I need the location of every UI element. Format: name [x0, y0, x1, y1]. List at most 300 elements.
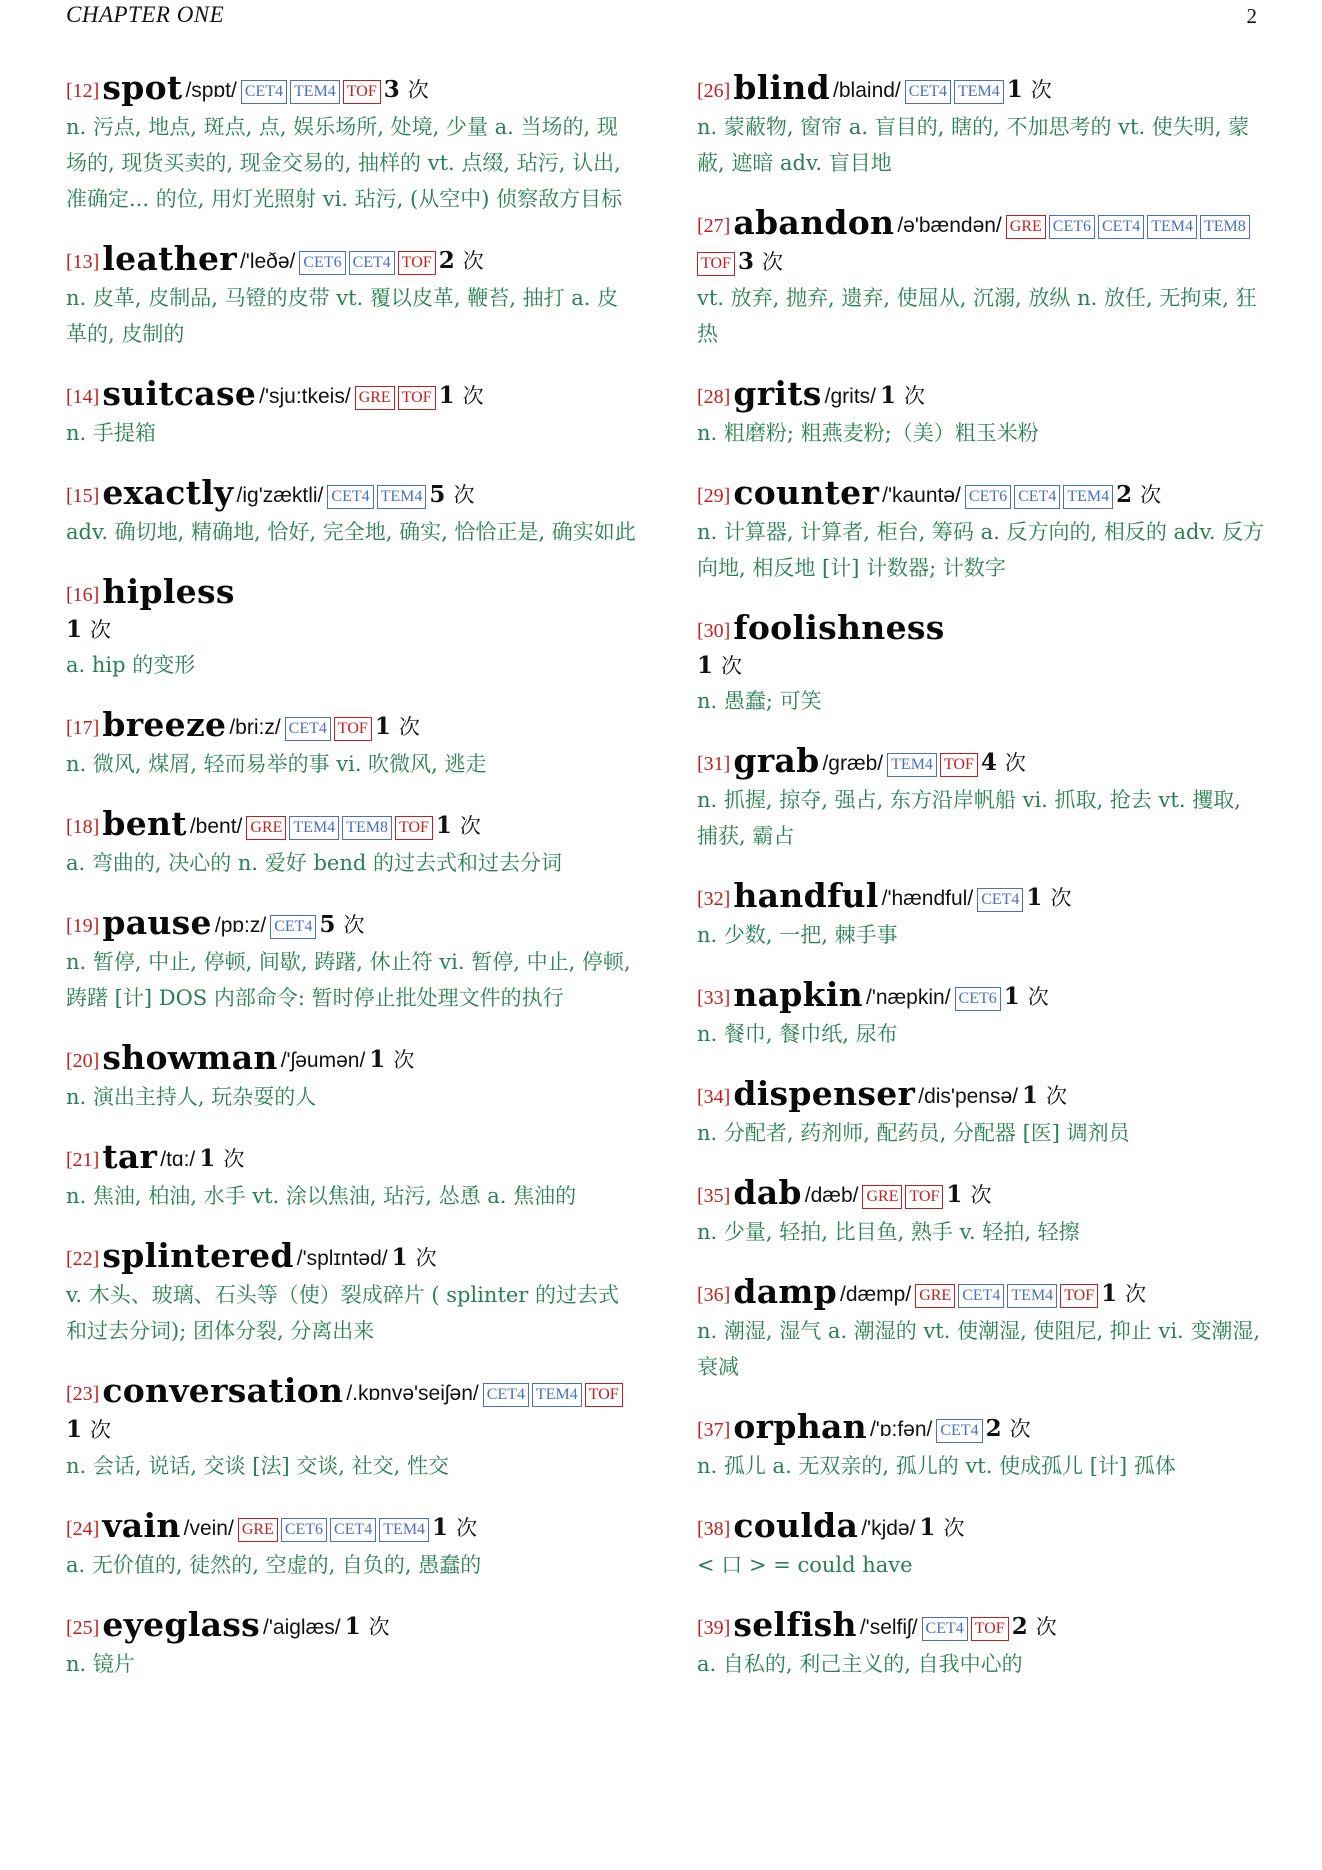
frequency-count — [1116, 481, 1161, 508]
phonetic: /'ʃəumən/ — [280, 1049, 366, 1072]
frequency-count — [946, 1181, 991, 1208]
entry-headline — [697, 977, 1267, 1016]
definition: a. 自私的, 利己主义的, 自我中心的 — [697, 1652, 1023, 1676]
entry-index: [13] — [66, 251, 100, 273]
headword: conversation — [102, 1371, 344, 1410]
headword: grab — [733, 741, 820, 780]
vocab-entry — [697, 1175, 1267, 1250]
exam-tag-tem4: TEM4 — [532, 1383, 582, 1407]
count-unit: 次 — [343, 913, 365, 937]
count-number: 1 — [1026, 884, 1043, 911]
count-unit: 次 — [223, 1147, 245, 1171]
exam-tag-cet4: CET4 — [270, 915, 316, 939]
exam-tag-tem4: TEM4 — [289, 816, 339, 840]
entry-headline — [66, 806, 636, 845]
vocab-entry — [697, 743, 1267, 854]
vocab-entry — [697, 1508, 1267, 1583]
entry-index: [39] — [697, 1617, 731, 1639]
exam-tag-cet4: CET4 — [1014, 485, 1060, 509]
exam-tag-gre: GRE — [355, 386, 395, 410]
definition: a. 无价值的, 徒然的, 空虚的, 自负的, 愚蠢的 — [66, 1553, 482, 1577]
definition: n. 潮湿, 湿气 a. 潮湿的 vt. 使潮湿, 使阻尼, 抑止 vi. 变潮湿, 衰减 — [697, 1319, 1261, 1379]
count-number: 1 — [66, 1416, 83, 1443]
entry-headline — [66, 1040, 636, 1079]
exam-tag-cet4: CET4 — [330, 1518, 376, 1542]
count-unit: 次 — [453, 483, 475, 507]
entry-index: [35] — [697, 1185, 731, 1207]
exam-tag-tem4: TEM4 — [290, 80, 340, 104]
frequency-count — [439, 382, 484, 409]
frequency-count — [1007, 76, 1052, 103]
headword: eyeglass — [102, 1605, 261, 1644]
headword: vain — [102, 1506, 181, 1545]
definition: n. 分配者, 药剂师, 配药员, 分配器 [医] 调剂员 — [697, 1121, 1130, 1145]
count-unit: 次 — [90, 618, 112, 642]
phonetic: /spɒt/ — [185, 79, 237, 102]
entry-index: [23] — [66, 1383, 100, 1405]
count-unit: 次 — [970, 1183, 992, 1207]
entry-headline — [66, 905, 636, 944]
headword: exactly — [102, 473, 234, 512]
exam-tag-cet4: CET4 — [1098, 215, 1144, 239]
frequency-count — [738, 248, 783, 275]
vocab-entry — [697, 70, 1267, 181]
count-number: 1 — [697, 652, 714, 679]
count-number: 1 — [391, 1244, 408, 1271]
vocab-entry — [66, 1607, 636, 1682]
frequency-count — [319, 911, 364, 938]
count-number: 1 — [946, 1181, 963, 1208]
count-unit: 次 — [943, 1516, 965, 1540]
phonetic: /bri:z/ — [229, 716, 281, 739]
entry-index: [14] — [66, 386, 100, 408]
entry-headline — [697, 376, 1267, 415]
definition: n. 手提箱 — [66, 421, 156, 445]
entry-index: [31] — [697, 753, 731, 775]
count-number: 1 — [1022, 1082, 1039, 1109]
entry-headline — [66, 70, 636, 109]
definition: n. 粗磨粉; 粗燕麦粉;（美）粗玉米粉 — [697, 421, 1039, 445]
definition: v. 木头、玻璃、石头等（使）裂成碎片 ( splinter 的过去式和过去分词); 团体分裂, 分离出来 — [66, 1283, 620, 1343]
phonetic: /'sju:tkeis/ — [259, 385, 351, 408]
vocab-entry — [66, 905, 636, 1016]
headword: counter — [733, 473, 880, 512]
vocab-entry — [697, 977, 1267, 1052]
phonetic: /græb/ — [822, 752, 884, 775]
exam-tag-cet6: CET6 — [955, 987, 1001, 1011]
exam-tag-tem4: TEM4 — [1147, 215, 1197, 239]
entry-index: [18] — [66, 816, 100, 838]
entry-index: [29] — [697, 485, 731, 507]
exam-tag-tof: TOF — [585, 1383, 623, 1407]
frequency-count — [384, 76, 429, 103]
entry-headline — [697, 1175, 1267, 1214]
exam-tag-tof: TOF — [334, 717, 372, 741]
exam-tag-gre: GRE — [862, 1185, 902, 1209]
definition: < 口 > = could have — [697, 1553, 913, 1577]
entry-headline — [697, 1607, 1267, 1646]
entry-headline — [697, 70, 1267, 109]
vocab-entry — [66, 574, 636, 683]
exam-tag-cet4: CET4 — [241, 80, 287, 104]
definition: n. 计算器, 计算者, 柜台, 筹码 a. 反方向的, 相反的 adv. 反方向地, 相反地 [计] 计数器; 计数字 — [697, 520, 1265, 580]
entry-headline — [66, 707, 636, 746]
definition: n. 镜片 — [66, 1652, 135, 1676]
exam-tag-gre: GRE — [238, 1518, 278, 1542]
vocab-entry — [66, 241, 636, 352]
entry-index: [25] — [66, 1617, 100, 1639]
entry-headline — [697, 743, 1267, 782]
left-column — [66, 70, 636, 1706]
count-unit: 次 — [1050, 886, 1072, 910]
vocab-entry — [66, 707, 636, 782]
vocab-entry — [66, 1238, 636, 1349]
headword: damp — [733, 1272, 837, 1311]
definition: n. 餐巾, 餐巾纸, 尿布 — [697, 1022, 898, 1046]
frequency-count — [436, 812, 481, 839]
entry-index: [16] — [66, 584, 100, 606]
vocab-entry — [66, 475, 636, 550]
frequency-count — [432, 1514, 477, 1541]
entry-headline — [66, 1607, 636, 1646]
exam-tag-cet6: CET6 — [965, 485, 1011, 509]
frequency-count — [429, 481, 474, 508]
headword: breeze — [102, 705, 227, 744]
count-unit: 次 — [904, 384, 926, 408]
frequency-count — [369, 1046, 414, 1073]
entry-index: [33] — [697, 987, 731, 1009]
phonetic: /'kjdə/ — [861, 1517, 916, 1540]
vocab-entry — [66, 70, 636, 217]
headword: pause — [102, 903, 212, 942]
vocab-entry — [697, 878, 1267, 953]
vocab-entry — [697, 1274, 1267, 1385]
frequency-count — [1026, 884, 1071, 911]
exam-tag-tem4: TEM4 — [1063, 485, 1113, 509]
frequency-count — [981, 749, 1026, 776]
entry-headline — [697, 1508, 1267, 1547]
count-number: 1 — [438, 382, 455, 409]
headword: blind — [733, 68, 831, 107]
exam-tag-cet6: CET6 — [299, 251, 345, 275]
count-number: 1 — [919, 1514, 936, 1541]
vocab-entry — [66, 1040, 636, 1115]
definition: a. hip 的变形 — [66, 653, 196, 677]
phonetic: /'selfiʃ/ — [859, 1616, 918, 1639]
entry-headline — [697, 205, 1267, 280]
definition: n. 暂停, 中止, 停顿, 间歇, 踌躇, 休止符 vi. 暂停, 中止, 停顿, 踌躇 [计] DOS 内部命令: 暂时停止批处理文件的执行 — [66, 950, 631, 1010]
entry-headline — [66, 376, 636, 415]
entry-index: [22] — [66, 1248, 100, 1270]
definition: n. 微风, 煤屑, 轻而易举的事 vi. 吹微风, 逃走 — [66, 752, 487, 776]
count-number: 1 — [1003, 983, 1020, 1010]
entry-index: [37] — [697, 1419, 731, 1441]
entry-headline — [66, 1139, 636, 1178]
headword: bent — [102, 804, 187, 843]
headword: leather — [102, 239, 237, 278]
count-unit: 次 — [398, 715, 420, 739]
count-unit: 次 — [368, 1615, 390, 1639]
count-number: 1 — [369, 1046, 386, 1073]
vocab-entry — [697, 1409, 1267, 1484]
count-unit: 次 — [721, 654, 743, 678]
count-unit: 次 — [407, 78, 429, 102]
page-number: 2 — [1246, 4, 1257, 28]
frequency-count — [199, 1145, 244, 1172]
phonetic: /grits/ — [824, 385, 876, 408]
count-number: 3 — [737, 248, 754, 275]
phonetic: /bent/ — [189, 815, 243, 838]
exam-tag-tof: TOF — [971, 1617, 1009, 1641]
right-column — [697, 70, 1267, 1706]
phonetic: /ig'zæktli/ — [236, 484, 324, 507]
frequency-count — [1101, 1280, 1146, 1307]
entry-index: [20] — [66, 1050, 100, 1072]
frequency-count — [986, 1415, 1031, 1442]
definition: n. 焦油, 柏油, 水手 vt. 涂以焦油, 玷污, 怂恿 a. 焦油的 — [66, 1184, 577, 1208]
definition: a. 弯曲的, 决心的 n. 爱好 bend 的过去式和过去分词 — [66, 851, 562, 875]
exam-tag-cet4: CET4 — [936, 1419, 982, 1443]
entry-headline — [66, 1238, 636, 1277]
frequency-line — [697, 649, 1267, 683]
headword: splintered — [102, 1236, 294, 1275]
phonetic: /'splɪntəd/ — [296, 1247, 388, 1270]
exam-tag-cet4: CET4 — [958, 1284, 1004, 1308]
count-unit: 次 — [1004, 751, 1026, 775]
phonetic: /'hændful/ — [881, 887, 974, 910]
vocab-entry — [697, 610, 1267, 719]
exam-tag-tem8: TEM8 — [1200, 215, 1250, 239]
count-number: 2 — [985, 1415, 1002, 1442]
definition: n. 污点, 地点, 斑点, 点, 娱乐场所, 处境, 少量 a. 当场的, 现场的, 现货买卖的, 现金交易的, 抽样的 vt. 点缀, 玷污, 认出, 准确定... 的位, 用灯光照射 vi. 玷污, (从空中) 侦察敌方目标 — [66, 115, 623, 211]
exam-tag-tof: TOF — [398, 251, 436, 275]
vocab-entry — [697, 1607, 1267, 1682]
phonetic: /tɑ:/ — [160, 1148, 196, 1171]
frequency-count — [439, 247, 484, 274]
entry-headline — [697, 1076, 1267, 1115]
phonetic: /'leðə/ — [239, 250, 296, 273]
headword: grits — [733, 374, 822, 413]
entry-index: [32] — [697, 888, 731, 910]
exam-tag-cet4: CET4 — [905, 80, 951, 104]
entry-headline — [66, 1373, 636, 1448]
entry-index: [24] — [66, 1518, 100, 1540]
definition: n. 蒙蔽物, 窗帘 a. 盲目的, 瞎的, 不加思考的 vt. 使失明, 蒙蔽, 遮暗 adv. 盲目地 — [697, 115, 1250, 175]
count-number: 4 — [980, 749, 997, 776]
headword: abandon — [733, 203, 895, 242]
frequency-count — [1022, 1082, 1067, 1109]
entry-headline — [66, 1508, 636, 1547]
phonetic: /vein/ — [183, 1517, 234, 1540]
count-number: 1 — [199, 1145, 216, 1172]
exam-tag-tem4: TEM4 — [954, 80, 1004, 104]
phonetic: /dæmp/ — [839, 1283, 912, 1306]
frequency-count — [66, 616, 111, 643]
frequency-count — [1012, 1613, 1057, 1640]
vocab-entry — [697, 475, 1267, 586]
exam-tag-tem8: TEM8 — [342, 816, 392, 840]
definition: adv. 确切地, 精确地, 恰好, 完全地, 确实, 恰恰正是, 确实如此 — [66, 520, 636, 544]
count-unit: 次 — [462, 249, 484, 273]
count-unit: 次 — [456, 1516, 478, 1540]
count-unit: 次 — [1009, 1417, 1031, 1441]
exam-tag-cet6: CET6 — [1049, 215, 1095, 239]
count-number: 1 — [1006, 76, 1023, 103]
definition: n. 皮革, 皮制品, 马镫的皮带 vt. 覆以皮革, 鞭苔, 抽打 a. 皮革的, 皮制的 — [66, 286, 619, 346]
vocab-entry — [66, 1139, 636, 1214]
frequency-count — [375, 713, 420, 740]
count-unit: 次 — [1035, 1615, 1057, 1639]
exam-tag-cet4: CET4 — [327, 485, 373, 509]
entry-headline — [697, 475, 1267, 514]
entry-headline — [66, 475, 636, 514]
definition: n. 孤儿 a. 无双亲的, 孤儿的 vt. 使成孤儿 [计] 孤体 — [697, 1454, 1176, 1478]
count-unit: 次 — [90, 1418, 112, 1442]
vocab-entry — [697, 1076, 1267, 1151]
definition: n. 会话, 说话, 交谈 [法] 交谈, 社交, 性交 — [66, 1454, 450, 1478]
frequency-line — [66, 613, 636, 647]
exam-tag-tof: TOF — [905, 1185, 943, 1209]
vocab-entry — [697, 376, 1267, 451]
definition: vt. 放弃, 抛弃, 遗弃, 使屈从, 沉溺, 放纵 n. 放任, 无拘束, 狂热 — [697, 286, 1257, 346]
count-unit: 次 — [761, 250, 783, 274]
entry-index: [36] — [697, 1284, 731, 1306]
count-number: 1 — [432, 1514, 449, 1541]
frequency-count — [66, 1416, 111, 1443]
vocab-entry — [66, 1508, 636, 1583]
exam-tag-cet4: CET4 — [285, 717, 331, 741]
exam-tag-tof: TOF — [940, 753, 978, 777]
entry-headline — [697, 610, 1267, 649]
frequency-count — [697, 652, 742, 679]
vocab-entry — [66, 376, 636, 451]
exam-tag-tem4: TEM4 — [1007, 1284, 1057, 1308]
phonetic: /'kauntə/ — [882, 484, 961, 507]
entry-index: [28] — [697, 386, 731, 408]
headword: dab — [733, 1173, 802, 1212]
entry-index: [38] — [697, 1518, 731, 1540]
entry-headline — [697, 878, 1267, 917]
entry-index: [26] — [697, 80, 731, 102]
count-number: 5 — [429, 481, 446, 508]
count-unit: 次 — [1140, 483, 1162, 507]
exam-tag-gre: GRE — [915, 1284, 955, 1308]
exam-tag-tof: TOF — [697, 252, 735, 276]
frequency-count — [880, 382, 925, 409]
exam-tag-tem4: TEM4 — [377, 485, 427, 509]
entry-index: [21] — [66, 1149, 100, 1171]
exam-tag-tof: TOF — [398, 386, 436, 410]
entry-headline — [66, 241, 636, 280]
phonetic: /.kɒnvə'seiʃən/ — [346, 1382, 479, 1405]
count-number: 5 — [319, 911, 336, 938]
count-unit: 次 — [393, 1048, 415, 1072]
count-number: 3 — [383, 76, 400, 103]
definition: n. 少量, 轻拍, 比目鱼, 熟手 v. 轻拍, 轻擦 — [697, 1220, 1080, 1244]
exam-tag-cet4: CET4 — [922, 1617, 968, 1641]
count-number: 1 — [374, 713, 391, 740]
entry-index: [17] — [66, 717, 100, 739]
headword: spot — [102, 68, 183, 107]
phonetic: /'ɒ:fən/ — [869, 1418, 933, 1441]
entry-headline — [66, 574, 636, 613]
entry-index: [34] — [697, 1086, 731, 1108]
count-unit: 次 — [1046, 1084, 1068, 1108]
exam-tag-cet4: CET4 — [349, 251, 395, 275]
phonetic: /'næpkin/ — [865, 986, 951, 1009]
vocab-entry — [66, 1373, 636, 1484]
count-unit: 次 — [459, 814, 481, 838]
headword: hipless — [102, 572, 235, 611]
entry-index: [15] — [66, 485, 100, 507]
headword: dispenser — [733, 1074, 916, 1113]
exam-tag-cet6: CET6 — [281, 1518, 327, 1542]
headword: tar — [102, 1137, 158, 1176]
definition: n. 抓握, 掠夺, 强占, 东方沿岸帆船 vi. 抓取, 抢去 vt. 攫取, 捕获, 霸占 — [697, 788, 1241, 848]
count-number: 1 — [435, 812, 452, 839]
count-number: 1 — [344, 1613, 361, 1640]
entry-index: [30] — [697, 620, 731, 642]
exam-tag-tof: TOF — [1060, 1284, 1098, 1308]
entry-headline — [697, 1274, 1267, 1313]
phonetic: /blaind/ — [833, 79, 901, 102]
definition: n. 少数, 一把, 棘手事 — [697, 923, 898, 947]
count-number: 2 — [438, 247, 455, 274]
count-unit: 次 — [462, 384, 484, 408]
headword: napkin — [733, 975, 863, 1014]
exam-tag-cet4: CET4 — [483, 1383, 529, 1407]
frequency-count — [392, 1244, 437, 1271]
phonetic: /'aiglæs/ — [263, 1616, 341, 1639]
entry-index: [12] — [66, 80, 100, 102]
count-unit: 次 — [415, 1246, 437, 1270]
phonetic: /dis'pensə/ — [918, 1085, 1018, 1108]
phonetic: /pɒ:z/ — [214, 914, 267, 937]
vocab-entry — [697, 205, 1267, 352]
headword: coulda — [733, 1506, 859, 1545]
exam-tag-tem4: TEM4 — [887, 753, 937, 777]
entry-index: [19] — [66, 915, 100, 937]
count-number: 2 — [1011, 1613, 1028, 1640]
count-unit: 次 — [1030, 78, 1052, 102]
headword: suitcase — [102, 374, 257, 413]
definition: n. 演出主持人, 玩杂耍的人 — [66, 1085, 317, 1109]
count-number: 2 — [1116, 481, 1133, 508]
count-unit: 次 — [1027, 985, 1049, 1009]
frequency-count — [345, 1613, 390, 1640]
definition: n. 愚蠢; 可笑 — [697, 689, 822, 713]
headword: showman — [102, 1038, 278, 1077]
count-number: 1 — [1101, 1280, 1118, 1307]
headword: handful — [733, 876, 879, 915]
headword: selfish — [733, 1605, 857, 1644]
exam-tag-tem4: TEM4 — [379, 1518, 429, 1542]
headword: foolishness — [733, 608, 945, 647]
entry-index: [27] — [697, 215, 731, 237]
chapter-title: CHAPTER ONE — [66, 2, 225, 27]
frequency-count — [1004, 983, 1049, 1010]
vocab-entry — [66, 806, 636, 881]
exam-tag-gre: GRE — [246, 816, 286, 840]
count-number: 1 — [880, 382, 897, 409]
phonetic: /dæb/ — [804, 1184, 859, 1207]
exam-tag-tof: TOF — [343, 80, 381, 104]
frequency-count — [919, 1514, 964, 1541]
phonetic: /ə'bændən/ — [897, 214, 1002, 237]
entry-headline — [697, 1409, 1267, 1448]
exam-tag-gre: GRE — [1006, 215, 1046, 239]
headword: orphan — [733, 1407, 867, 1446]
